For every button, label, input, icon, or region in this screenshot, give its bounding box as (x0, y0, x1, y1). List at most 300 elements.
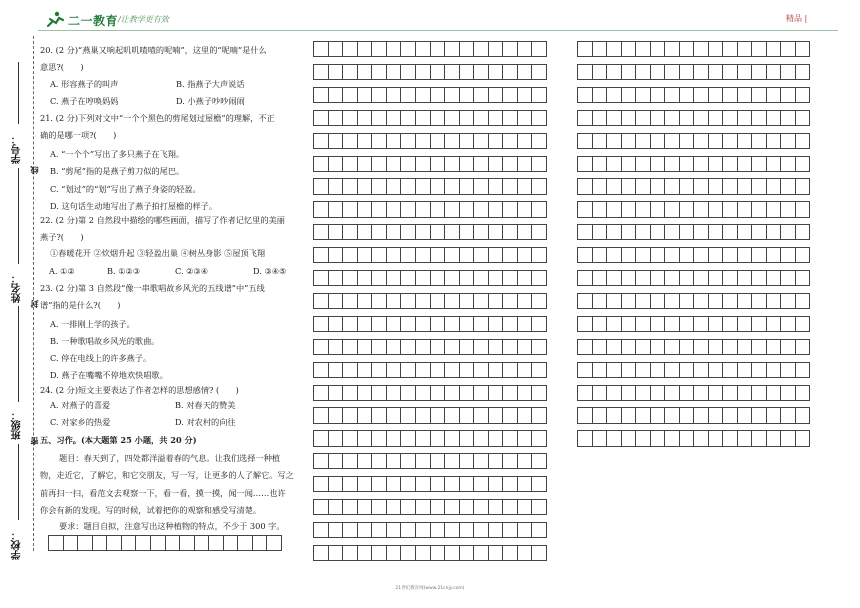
grid-cell[interactable] (343, 202, 358, 217)
grid-cell[interactable] (679, 339, 694, 354)
grid-row[interactable] (313, 293, 547, 309)
grid-cell[interactable] (766, 293, 781, 308)
grid-cell[interactable] (723, 362, 738, 377)
grid-cell[interactable] (795, 87, 810, 102)
grid-cell[interactable] (665, 385, 680, 400)
grid-cell[interactable] (607, 133, 622, 148)
grid-cell[interactable] (343, 42, 358, 57)
grid-cell[interactable] (415, 477, 430, 492)
grid-cell[interactable] (737, 431, 752, 446)
grid-cell[interactable] (415, 522, 430, 537)
grid-cell[interactable] (517, 202, 532, 217)
grid-cell[interactable] (386, 454, 401, 469)
grid-cell[interactable] (459, 522, 474, 537)
grid-cell[interactable] (766, 431, 781, 446)
grid-cell[interactable] (737, 87, 752, 102)
grid-cell[interactable] (737, 225, 752, 240)
grid-cell[interactable] (488, 87, 503, 102)
grid-cell[interactable] (343, 156, 358, 171)
grid-cell[interactable] (621, 87, 636, 102)
grid-cell[interactable] (386, 87, 401, 102)
grid-cell[interactable] (781, 431, 796, 446)
grid-cell[interactable] (795, 225, 810, 240)
grid-cell[interactable] (386, 179, 401, 194)
grid-cell[interactable] (723, 202, 738, 217)
grid-cell[interactable] (781, 408, 796, 423)
grid-cell[interactable] (314, 156, 329, 171)
grid-cell[interactable] (503, 271, 518, 286)
grid-cell[interactable] (517, 408, 532, 423)
grid-cell[interactable] (708, 408, 723, 423)
grid-cell[interactable] (723, 225, 738, 240)
grid-cell[interactable] (781, 385, 796, 400)
grid-cell[interactable] (679, 87, 694, 102)
grid-cell[interactable] (488, 202, 503, 217)
grid-cell[interactable] (474, 64, 489, 79)
grid-cell[interactable] (723, 179, 738, 194)
grid-cell[interactable] (474, 454, 489, 469)
grid-cell[interactable] (517, 362, 532, 377)
grid-cell[interactable] (357, 87, 372, 102)
grid-cell[interactable] (781, 316, 796, 331)
grid-cell[interactable] (578, 316, 593, 331)
grid-cell[interactable] (650, 156, 665, 171)
grid-cell[interactable] (636, 316, 651, 331)
grid-cell[interactable] (415, 248, 430, 263)
grid-cell[interactable] (459, 87, 474, 102)
grid-cell[interactable] (401, 64, 416, 79)
grid-row[interactable] (577, 41, 810, 57)
grid-cell[interactable] (517, 248, 532, 263)
grid-cell[interactable] (401, 385, 416, 400)
grid-cell[interactable] (445, 545, 460, 560)
grid-cell[interactable] (488, 156, 503, 171)
grid-cell[interactable] (708, 225, 723, 240)
grid-cell[interactable] (723, 408, 738, 423)
grid-cell[interactable] (708, 110, 723, 125)
grid-cell[interactable] (328, 545, 343, 560)
grid-cell[interactable] (532, 248, 547, 263)
grid-row[interactable] (313, 499, 547, 515)
grid-cell[interactable] (314, 385, 329, 400)
grid-cell[interactable] (694, 271, 709, 286)
grid-cell[interactable] (459, 339, 474, 354)
grid-cell[interactable] (708, 293, 723, 308)
grid-cell[interactable] (679, 408, 694, 423)
grid-row[interactable] (48, 535, 282, 551)
grid-cell[interactable] (665, 362, 680, 377)
grid-cell[interactable] (607, 316, 622, 331)
grid-cell[interactable] (372, 156, 387, 171)
grid-cell[interactable] (503, 339, 518, 354)
grid-cell[interactable] (357, 316, 372, 331)
grid-cell[interactable] (665, 339, 680, 354)
grid-cell[interactable] (357, 156, 372, 171)
grid-cell[interactable] (694, 202, 709, 217)
grid-cell[interactable] (650, 110, 665, 125)
grid-cell[interactable] (694, 362, 709, 377)
grid-cell[interactable] (165, 536, 180, 551)
grid-cell[interactable] (459, 408, 474, 423)
grid-cell[interactable] (357, 110, 372, 125)
grid-cell[interactable] (694, 385, 709, 400)
grid-row[interactable] (313, 110, 547, 126)
grid-cell[interactable] (694, 316, 709, 331)
grid-cell[interactable] (314, 202, 329, 217)
grid-cell[interactable] (708, 362, 723, 377)
grid-cell[interactable] (723, 42, 738, 57)
grid-cell[interactable] (766, 339, 781, 354)
grid-cell[interactable] (795, 156, 810, 171)
grid-cell[interactable] (636, 408, 651, 423)
grid-cell[interactable] (459, 545, 474, 560)
grid-cell[interactable] (517, 42, 532, 57)
grid-cell[interactable] (474, 293, 489, 308)
grid-cell[interactable] (737, 179, 752, 194)
grid-cell[interactable] (517, 431, 532, 446)
grid-cell[interactable] (708, 156, 723, 171)
grid-cell[interactable] (343, 133, 358, 148)
grid-cell[interactable] (328, 293, 343, 308)
grid-cell[interactable] (343, 545, 358, 560)
grid-cell[interactable] (517, 110, 532, 125)
grid-cell[interactable] (752, 87, 767, 102)
grid-cell[interactable] (607, 271, 622, 286)
grid-cell[interactable] (415, 293, 430, 308)
grid-cell[interactable] (445, 42, 460, 57)
grid-cell[interactable] (49, 536, 64, 551)
grid-cell[interactable] (386, 225, 401, 240)
grid-cell[interactable] (517, 545, 532, 560)
grid-cell[interactable] (503, 42, 518, 57)
grid-cell[interactable] (766, 110, 781, 125)
grid-cell[interactable] (445, 316, 460, 331)
grid-cell[interactable] (607, 408, 622, 423)
grid-cell[interactable] (401, 545, 416, 560)
grid-cell[interactable] (372, 339, 387, 354)
grid-cell[interactable] (694, 293, 709, 308)
grid-cell[interactable] (401, 316, 416, 331)
grid-cell[interactable] (415, 87, 430, 102)
grid-cell[interactable] (532, 316, 547, 331)
grid-cell[interactable] (357, 431, 372, 446)
grid-cell[interactable] (328, 522, 343, 537)
grid-cell[interactable] (415, 362, 430, 377)
grid-cell[interactable] (445, 156, 460, 171)
grid-cell[interactable] (401, 133, 416, 148)
grid-cell[interactable] (679, 431, 694, 446)
grid-cell[interactable] (578, 42, 593, 57)
grid-cell[interactable] (401, 87, 416, 102)
grid-cell[interactable] (430, 454, 445, 469)
grid-cell[interactable] (781, 362, 796, 377)
grid-cell[interactable] (737, 385, 752, 400)
grid-cell[interactable] (781, 133, 796, 148)
grid-cell[interactable] (372, 42, 387, 57)
grid-cell[interactable] (386, 133, 401, 148)
grid-cell[interactable] (503, 545, 518, 560)
grid-cell[interactable] (795, 385, 810, 400)
grid-cell[interactable] (136, 536, 151, 551)
grid-cell[interactable] (430, 316, 445, 331)
grid-cell[interactable] (621, 339, 636, 354)
grid-cell[interactable] (766, 156, 781, 171)
grid-cell[interactable] (781, 156, 796, 171)
grid-cell[interactable] (357, 454, 372, 469)
grid-cell[interactable] (532, 431, 547, 446)
grid-row[interactable] (577, 178, 810, 194)
grid-cell[interactable] (708, 339, 723, 354)
grid-cell[interactable] (386, 431, 401, 446)
grid-cell[interactable] (517, 477, 532, 492)
grid-cell[interactable] (607, 339, 622, 354)
grid-cell[interactable] (343, 64, 358, 79)
grid-cell[interactable] (415, 431, 430, 446)
grid-cell[interactable] (386, 293, 401, 308)
grid-cell[interactable] (503, 431, 518, 446)
grid-cell[interactable] (636, 179, 651, 194)
grid-cell[interactable] (621, 431, 636, 446)
grid-cell[interactable] (343, 179, 358, 194)
grid-cell[interactable] (372, 500, 387, 515)
grid-row[interactable] (577, 270, 810, 286)
grid-row[interactable] (577, 385, 810, 401)
grid-cell[interactable] (445, 87, 460, 102)
grid-cell[interactable] (636, 110, 651, 125)
grid-cell[interactable] (694, 110, 709, 125)
grid-cell[interactable] (314, 110, 329, 125)
grid-cell[interactable] (752, 316, 767, 331)
grid-cell[interactable] (636, 156, 651, 171)
grid-cell[interactable] (679, 362, 694, 377)
grid-cell[interactable] (401, 42, 416, 57)
grid-cell[interactable] (430, 225, 445, 240)
grid-cell[interactable] (737, 362, 752, 377)
grid-cell[interactable] (766, 362, 781, 377)
grid-cell[interactable] (766, 225, 781, 240)
grid-cell[interactable] (314, 500, 329, 515)
grid-cell[interactable] (386, 500, 401, 515)
grid-cell[interactable] (503, 477, 518, 492)
grid-cell[interactable] (401, 179, 416, 194)
grid-cell[interactable] (343, 431, 358, 446)
grid-cell[interactable] (386, 545, 401, 560)
grid-cell[interactable] (474, 202, 489, 217)
grid-cell[interactable] (636, 64, 651, 79)
grid-cell[interactable] (679, 64, 694, 79)
grid-cell[interactable] (343, 248, 358, 263)
grid-cell[interactable] (766, 248, 781, 263)
grid-cell[interactable] (314, 248, 329, 263)
grid-cell[interactable] (592, 179, 607, 194)
grid-cell[interactable] (781, 64, 796, 79)
grid-cell[interactable] (357, 477, 372, 492)
grid-cell[interactable] (372, 110, 387, 125)
grid-cell[interactable] (372, 202, 387, 217)
grid-cell[interactable] (578, 64, 593, 79)
grid-cell[interactable] (665, 431, 680, 446)
grid-cell[interactable] (357, 500, 372, 515)
grid-cell[interactable] (650, 339, 665, 354)
grid-cell[interactable] (636, 87, 651, 102)
grid-cell[interactable] (372, 64, 387, 79)
grid-cell[interactable] (328, 87, 343, 102)
grid-cell[interactable] (459, 431, 474, 446)
grid-cell[interactable] (607, 385, 622, 400)
grid-cell[interactable] (636, 133, 651, 148)
grid-cell[interactable] (401, 110, 416, 125)
grid-cell[interactable] (650, 202, 665, 217)
grid-cell[interactable] (343, 316, 358, 331)
grid-cell[interactable] (708, 271, 723, 286)
grid-row[interactable] (313, 178, 547, 194)
grid-cell[interactable] (372, 362, 387, 377)
grid-cell[interactable] (415, 545, 430, 560)
grid-cell[interactable] (430, 477, 445, 492)
grid-cell[interactable] (694, 408, 709, 423)
grid-cell[interactable] (517, 179, 532, 194)
grid-cell[interactable] (415, 202, 430, 217)
grid-cell[interactable] (445, 133, 460, 148)
grid-cell[interactable] (488, 385, 503, 400)
grid-cell[interactable] (532, 156, 547, 171)
grid-cell[interactable] (445, 362, 460, 377)
grid-cell[interactable] (607, 431, 622, 446)
grid-cell[interactable] (372, 133, 387, 148)
grid-cell[interactable] (415, 454, 430, 469)
grid-cell[interactable] (665, 225, 680, 240)
grid-cell[interactable] (708, 87, 723, 102)
grid-cell[interactable] (386, 248, 401, 263)
grid-cell[interactable] (401, 362, 416, 377)
grid-cell[interactable] (532, 64, 547, 79)
grid-cell[interactable] (592, 110, 607, 125)
grid-cell[interactable] (445, 179, 460, 194)
grid-cell[interactable] (328, 339, 343, 354)
grid-cell[interactable] (343, 293, 358, 308)
grid-cell[interactable] (415, 408, 430, 423)
grid-cell[interactable] (328, 133, 343, 148)
grid-row[interactable] (577, 362, 810, 378)
grid-cell[interactable] (430, 500, 445, 515)
grid-cell[interactable] (578, 408, 593, 423)
grid-cell[interactable] (459, 110, 474, 125)
grid-cell[interactable] (621, 248, 636, 263)
grid-cell[interactable] (737, 42, 752, 57)
grid-cell[interactable] (503, 362, 518, 377)
grid-cell[interactable] (445, 408, 460, 423)
grid-cell[interactable] (795, 64, 810, 79)
grid-cell[interactable] (445, 248, 460, 263)
grid-row[interactable] (577, 407, 810, 423)
grid-cell[interactable] (357, 271, 372, 286)
grid-cell[interactable] (314, 408, 329, 423)
grid-cell[interactable] (723, 248, 738, 263)
grid-cell[interactable] (694, 225, 709, 240)
grid-cell[interactable] (401, 202, 416, 217)
grid-cell[interactable] (474, 133, 489, 148)
grid-row[interactable] (313, 133, 547, 149)
grid-cell[interactable] (474, 431, 489, 446)
grid-cell[interactable] (503, 225, 518, 240)
grid-cell[interactable] (723, 110, 738, 125)
grid-cell[interactable] (401, 339, 416, 354)
grid-cell[interactable] (474, 179, 489, 194)
grid-cell[interactable] (766, 179, 781, 194)
grid-cell[interactable] (766, 271, 781, 286)
grid-cell[interactable] (121, 536, 136, 551)
grid-cell[interactable] (517, 500, 532, 515)
grid-cell[interactable] (578, 362, 593, 377)
grid-cell[interactable] (636, 385, 651, 400)
grid-cell[interactable] (314, 316, 329, 331)
grid-cell[interactable] (723, 339, 738, 354)
grid-cell[interactable] (386, 64, 401, 79)
grid-cell[interactable] (459, 179, 474, 194)
grid-cell[interactable] (343, 271, 358, 286)
grid-cell[interactable] (752, 156, 767, 171)
grid-cell[interactable] (679, 293, 694, 308)
grid-cell[interactable] (459, 454, 474, 469)
grid-cell[interactable] (314, 522, 329, 537)
grid-cell[interactable] (445, 271, 460, 286)
grid-row[interactable] (577, 224, 810, 240)
grid-cell[interactable] (328, 431, 343, 446)
grid-cell[interactable] (679, 225, 694, 240)
grid-cell[interactable] (679, 42, 694, 57)
grid-cell[interactable] (532, 385, 547, 400)
grid-cell[interactable] (650, 225, 665, 240)
grid-row[interactable] (577, 87, 810, 103)
grid-row[interactable] (313, 545, 547, 561)
grid-cell[interactable] (343, 339, 358, 354)
grid-cell[interactable] (723, 316, 738, 331)
grid-cell[interactable] (665, 271, 680, 286)
grid-cell[interactable] (503, 316, 518, 331)
grid-cell[interactable] (723, 431, 738, 446)
grid-cell[interactable] (343, 362, 358, 377)
grid-cell[interactable] (679, 179, 694, 194)
grid-cell[interactable] (737, 271, 752, 286)
grid-cell[interactable] (578, 225, 593, 240)
grid-cell[interactable] (517, 87, 532, 102)
grid-cell[interactable] (401, 477, 416, 492)
grid-cell[interactable] (357, 42, 372, 57)
grid-row[interactable] (313, 87, 547, 103)
grid-cell[interactable] (781, 293, 796, 308)
grid-row[interactable] (313, 247, 547, 263)
grid-cell[interactable] (694, 64, 709, 79)
grid-cell[interactable] (752, 431, 767, 446)
grid-row[interactable] (313, 453, 547, 469)
grid-cell[interactable] (430, 271, 445, 286)
grid-cell[interactable] (532, 408, 547, 423)
grid-cell[interactable] (415, 316, 430, 331)
grid-cell[interactable] (578, 156, 593, 171)
grid-cell[interactable] (737, 339, 752, 354)
grid-cell[interactable] (766, 202, 781, 217)
grid-cell[interactable] (795, 316, 810, 331)
grid-cell[interactable] (781, 179, 796, 194)
grid-cell[interactable] (517, 339, 532, 354)
grid-cell[interactable] (488, 64, 503, 79)
grid-cell[interactable] (752, 385, 767, 400)
grid-cell[interactable] (372, 271, 387, 286)
grid-cell[interactable] (488, 362, 503, 377)
grid-cell[interactable] (445, 431, 460, 446)
grid-cell[interactable] (488, 316, 503, 331)
grid-cell[interactable] (752, 202, 767, 217)
